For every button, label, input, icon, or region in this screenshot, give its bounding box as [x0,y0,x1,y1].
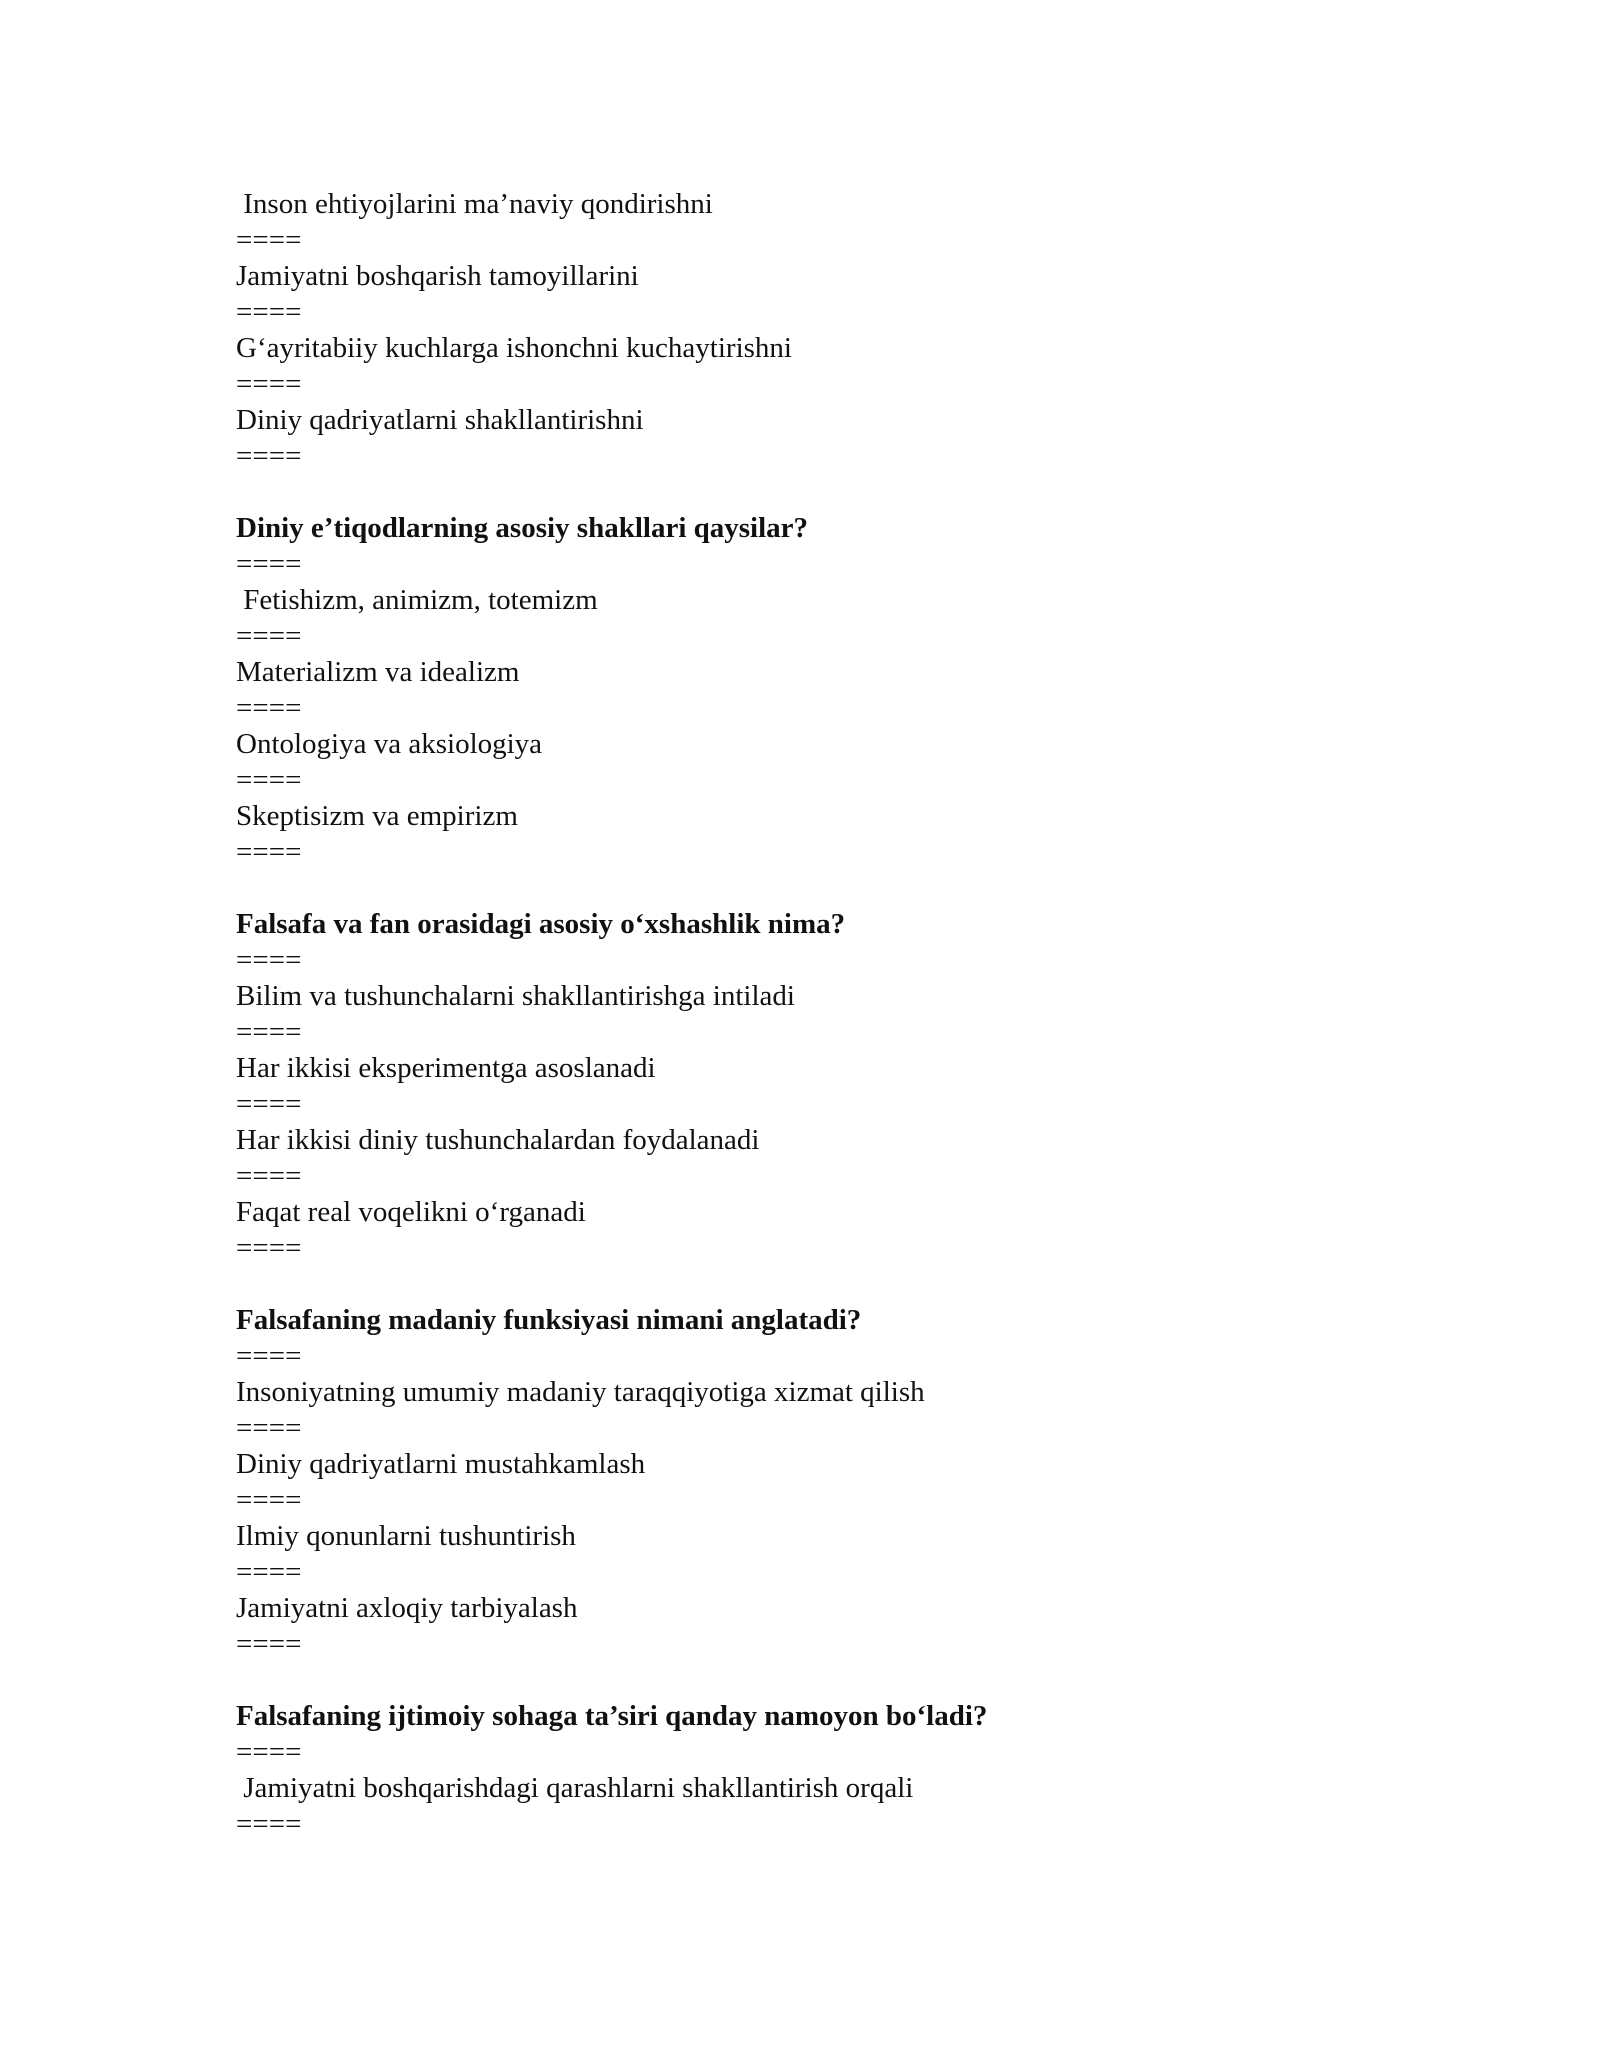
answer-option: Diniy qadriyatlarni shakllantirishni [236,404,644,436]
separator: ==== [236,620,302,652]
answer-option: Fetishizm, animizm, totemizm [236,584,598,616]
answer-option: Inson ehtiyojlarini ma’naviy qondirishni [236,188,713,220]
question-block [236,510,1436,870]
question-text: Diniy e’tiqodlarning asosiy shakllari qaysilar? [236,512,809,544]
answer-option: Bilim va tushunchalarni shakllantirishga intiladi [236,980,795,1012]
separator: ==== [236,1736,302,1768]
spacer [236,1266,1436,1302]
question-block [236,1698,1436,1842]
answer-option: Skeptisizm va empirizm [236,800,518,832]
separator: ==== [236,1412,302,1444]
answer-option: Faqat real voqelikni o‘rganadi [236,1196,586,1228]
separator: ==== [236,1340,302,1372]
separator: ==== [236,1160,302,1192]
answer-option: Ilmiy qonunlarni tushuntirish [236,1520,576,1552]
answer-option: Insoniyatning umumiy madaniy taraqqiyotiga xizmat qilish [236,1376,925,1408]
answer-option: Diniy qadriyatlarni mustahkamlash [236,1448,646,1480]
separator: ==== [236,764,302,796]
separator: ==== [236,944,302,976]
separator: ==== [236,296,302,328]
answer-option: Materializm va idealizm [236,656,520,688]
answer-option: G‘ayritabiiy kuchlarga ishonchni kuchaytirishni [236,332,792,364]
separator: ==== [236,1808,302,1840]
separator: ==== [236,692,302,724]
separator: ==== [236,1232,302,1264]
separator: ==== [236,1016,302,1048]
separator: ==== [236,1484,302,1516]
answer-option: Har ikkisi diniy tushunchalardan foydalanadi [236,1124,760,1156]
answer-option: Jamiyatni boshqarishdagi qarashlarni shakllantirish orqali [236,1772,914,1804]
question-text: Falsafaning ijtimoiy sohaga ta’siri qanday namoyon bo‘ladi? [236,1700,988,1732]
separator: ==== [236,224,302,256]
answer-option: Har ikkisi eksperimentga asoslanadi [236,1052,656,1084]
separator: ==== [236,1556,302,1588]
separator: ==== [236,368,302,400]
answer-option: Jamiyatni boshqarish tamoyillarini [236,260,639,292]
answer-option: Jamiyatni axloqiy tarbiyalash [236,1592,578,1624]
answer-option: Ontologiya va aksiologiya [236,728,543,760]
spacer [236,1662,1436,1698]
spacer [236,870,1436,906]
question-block [236,906,1436,1266]
separator: ==== [236,836,302,868]
separator: ==== [236,1088,302,1120]
question-text: Falsafaning madaniy funksiyasi nimani anglatadi? [236,1304,862,1336]
spacer [236,474,1436,510]
lead-options [236,186,1436,474]
question-text: Falsafa va fan orasidagi asosiy o‘xshashlik nima? [236,908,846,940]
document-body [236,186,1436,1842]
separator: ==== [236,440,302,472]
question-block [236,1302,1436,1662]
separator: ==== [236,548,302,580]
separator: ==== [236,1628,302,1660]
